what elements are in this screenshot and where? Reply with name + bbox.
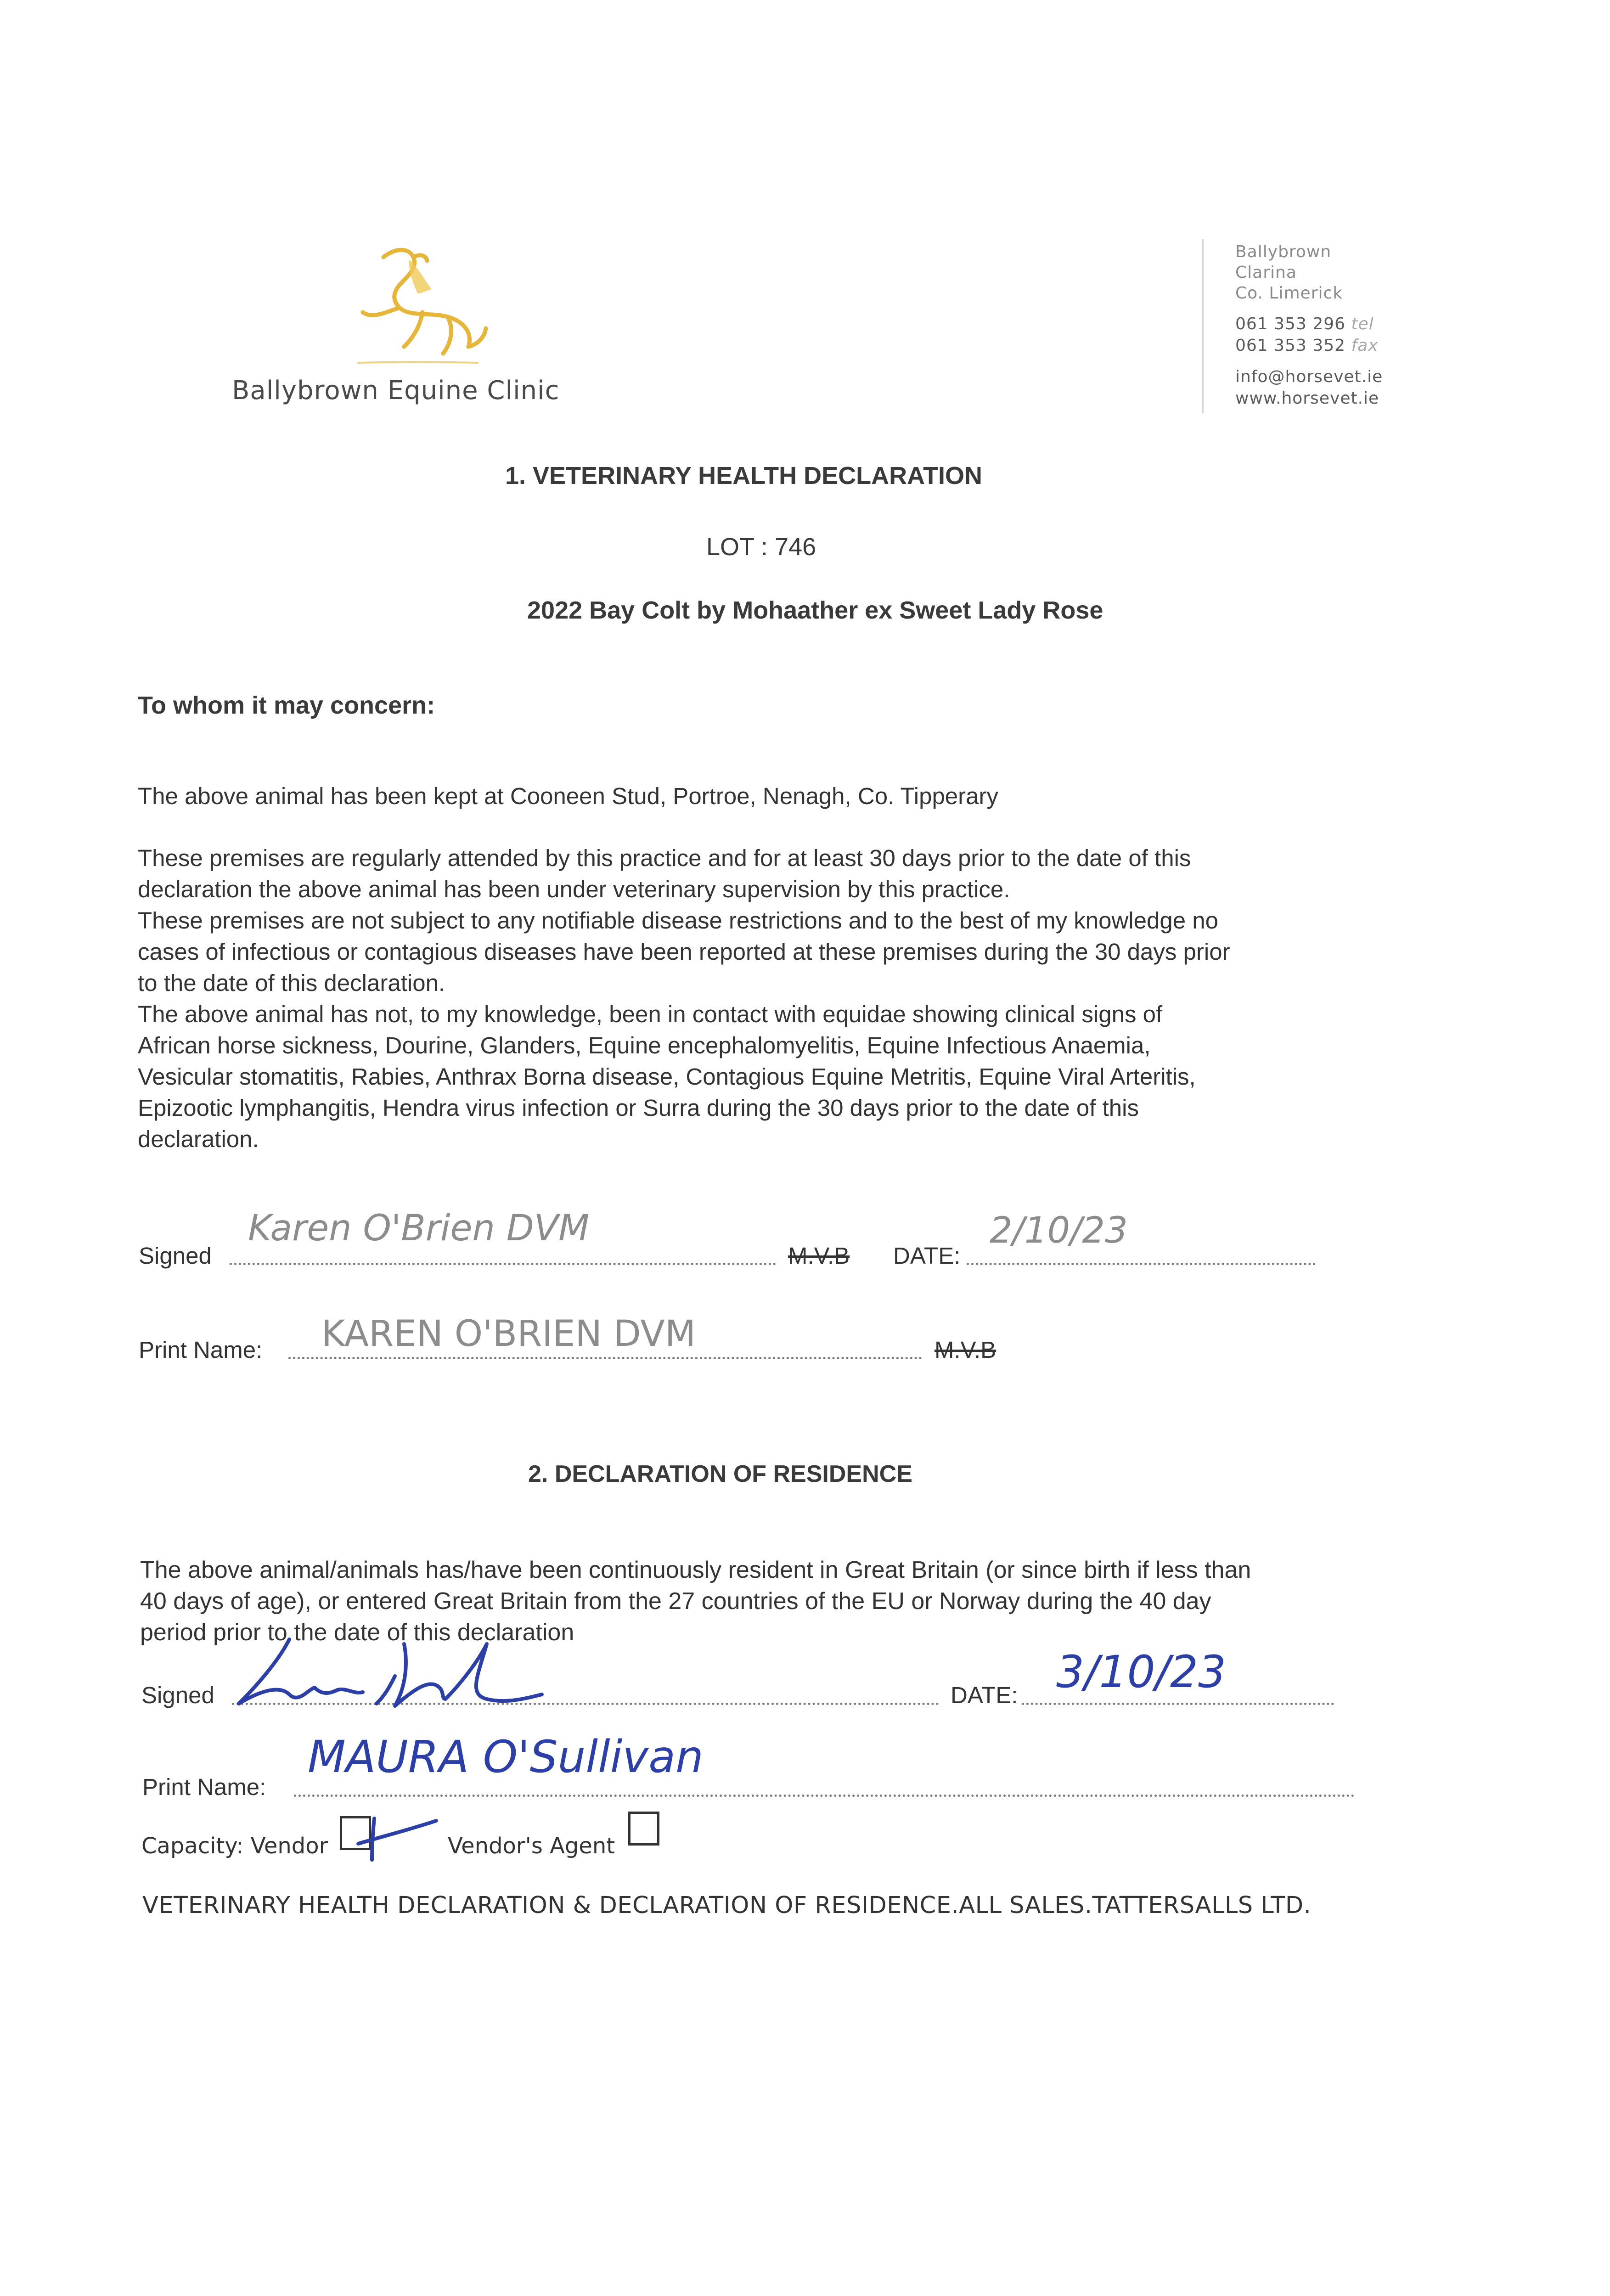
- vet-signature: Karen O'Brien DVM: [248, 1208, 590, 1249]
- paragraph-line: cases of infectious or contagious diseases have been reported at these premises during the 30 days prior: [138, 939, 1230, 965]
- vet-signature-line[interactable]: [230, 1263, 776, 1265]
- paragraph-line: The above animal has not, to my knowledge, been in contact with equidae showing clinical signs of: [138, 1001, 1163, 1027]
- section-1-heading: 1. VETERINARY HEALTH DECLARATION: [505, 462, 983, 490]
- vendor-print-name-label: Print Name:: [142, 1774, 266, 1800]
- vendor-date-line[interactable]: [1022, 1703, 1334, 1705]
- section-2-heading: 2. DECLARATION OF RESIDENCE: [528, 1461, 912, 1487]
- vendor-signed-label: Signed: [141, 1682, 214, 1708]
- capacity-vendor-label: Capacity: Vendor: [141, 1833, 328, 1859]
- print-mvb-label: M.V.B: [934, 1337, 996, 1363]
- paragraph-line: 40 days of age), or entered Great Britain from the 27 countries of the EU or Norway during the 40 day: [140, 1588, 1211, 1615]
- lot-description: 2022 Bay Colt by Mohaather ex Sweet Lady Rose: [527, 597, 1103, 624]
- lot-number: LOT : 746: [706, 533, 816, 561]
- vendor-print-name-value: MAURA O'Sullivan: [308, 1731, 704, 1783]
- vendor-signature-scribble: [230, 1626, 689, 1717]
- declaration-paragraph: [138, 843, 1230, 1155]
- vet-date-line[interactable]: [967, 1263, 1316, 1265]
- vet-signed-label: Signed: [139, 1243, 212, 1269]
- vendor-print-name-line[interactable]: [294, 1795, 1355, 1797]
- vet-print-name-label: Print Name:: [139, 1337, 263, 1363]
- fax: 061 353 352 fax: [1235, 336, 1379, 355]
- vet-date-label: DATE:: [893, 1243, 961, 1269]
- clinic-name: Ballybrown Equine Clinic: [232, 376, 560, 405]
- paragraph-line: declaration.: [138, 1126, 259, 1152]
- vendor-check-mark-icon: [340, 1800, 441, 1864]
- clinic-logo-horse-icon: [340, 239, 496, 372]
- address-line-2: Clarina: [1235, 263, 1297, 282]
- email: info@horsevet.ie: [1235, 367, 1383, 386]
- paragraph-line: African horse sickness, Dourine, Glanders, Equine encephalomyelitis, Equine Infectious Anaemia,: [138, 1032, 1151, 1058]
- paragraph-line: These premises are not subject to any notifiable disease restrictions and to the best of my knowledge no: [138, 907, 1218, 934]
- vendor-agent-label: Vendor's Agent: [448, 1833, 615, 1859]
- paragraph-line: period prior to the date of this declaration: [140, 1619, 574, 1646]
- mvb-label: M.V.B: [788, 1243, 850, 1269]
- paragraph-line: The above animal/animals has/have been continuously resident in Great Britain (or since birth if less than: [140, 1557, 1251, 1583]
- form-footer: VETERINARY HEALTH DECLARATION & DECLARATION OF RESIDENCE.ALL SALES.TATTERSALLS LTD.: [142, 1892, 1312, 1919]
- paragraph-line: These premises are regularly attended by this practice and for at least 30 days prior to the date of this: [138, 845, 1191, 871]
- address-line-1: Ballybrown: [1235, 242, 1332, 261]
- paragraph-line: declaration the above animal has been under veterinary supervision by this practice.: [138, 876, 1010, 902]
- website: www.horsevet.ie: [1235, 389, 1379, 408]
- vet-print-name-line[interactable]: [288, 1357, 922, 1359]
- paragraph-line: Epizootic lymphangitis, Hendra virus infection or Surra during the 30 days prior to the date of this: [138, 1095, 1139, 1121]
- vet-date-value: 2/10/23: [990, 1210, 1128, 1251]
- salutation: To whom it may concern:: [138, 692, 435, 719]
- premises-statement: The above animal has been kept at Cooneen Stud, Portroe, Nenagh, Co. Tipperary: [138, 783, 999, 809]
- address-line-3: Co. Limerick: [1235, 284, 1343, 303]
- address-divider: [1202, 239, 1204, 413]
- paragraph-line: Vesicular stomatitis, Rabies, Anthrax Borna disease, Contagious Equine Metritis, Equine Viral Arteritis,: [138, 1064, 1196, 1090]
- vendor-date-value: 3/10/23: [1056, 1646, 1227, 1698]
- vet-print-name-value: KAREN O'BRIEN DVM: [321, 1313, 696, 1355]
- vendor-agent-checkbox[interactable]: [628, 1812, 659, 1846]
- telephone: 061 353 296 tel: [1235, 315, 1374, 333]
- paragraph-line: to the date of this declaration.: [138, 970, 445, 996]
- vendor-date-label: DATE:: [951, 1682, 1018, 1708]
